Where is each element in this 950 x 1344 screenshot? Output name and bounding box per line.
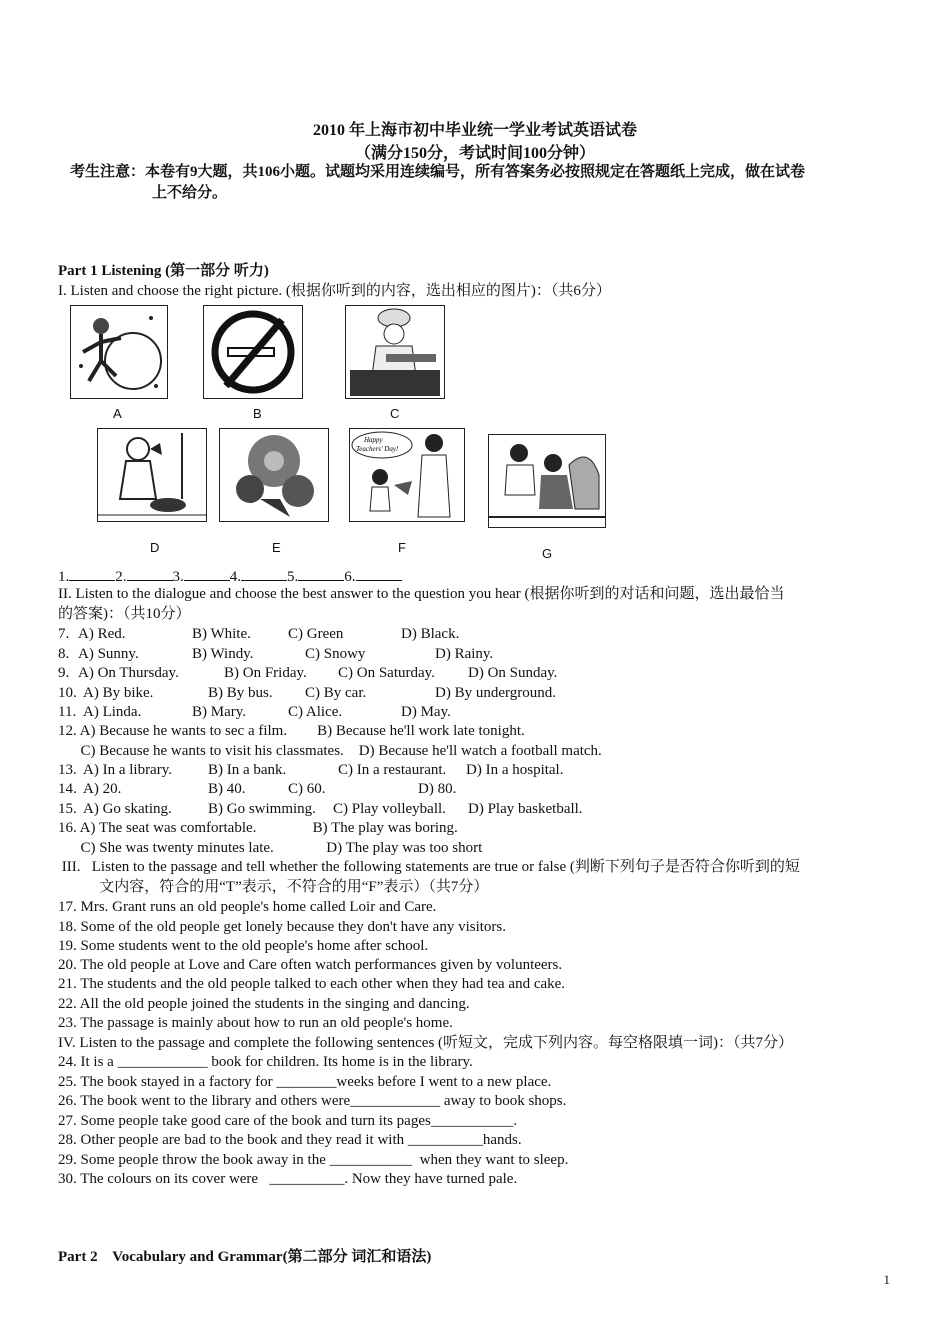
question-16-line1: 16. A) The seat was comfortable. B) The play was boring. (58, 820, 458, 836)
option-d: D) By underground. (435, 685, 556, 701)
svg-text:Teachers' Day!: Teachers' Day! (356, 445, 399, 453)
svg-text:Happy: Happy (364, 436, 383, 444)
fill-28: 28. Other people are bad to the book and they read it with __________hands. (58, 1132, 522, 1148)
question-number: 14. (58, 781, 77, 797)
picture-d-label: D (150, 540, 160, 555)
option-d: D) 80. (418, 781, 457, 797)
question-12-line1: 12. A) Because he wants to sec a film. B) Because he'll work late tonight. (58, 723, 525, 739)
picture-c-baker (345, 305, 445, 399)
question-number: 11. (58, 704, 77, 720)
beach-icon (489, 435, 605, 527)
statement-21: 21. The students and the old people talked to each other when they had tea and cake. (58, 976, 566, 992)
picture-b-label: B (253, 406, 262, 421)
blank-label-1: 1. (58, 569, 70, 585)
option-a: A) By bike. (83, 685, 154, 701)
blank-label-3: 3. (172, 569, 184, 585)
picture-a-label: A (113, 406, 122, 421)
statement-18: 18. Some of the old people get lonely because they don't have any visitors. (58, 919, 507, 935)
option-b: B) By bus. (208, 685, 273, 701)
picture-c-label: C (390, 406, 400, 421)
option-a: A) In a library. (83, 762, 172, 778)
option-b: B) White. (192, 626, 251, 642)
baker-icon (346, 306, 444, 398)
part2-heading: Part 2 Vocabulary and Grammar(第二部分 词汇和语法) (58, 1249, 432, 1265)
statement-17: 17. Mrs. Grant runs an old people's home called Loir and Care. (58, 899, 437, 915)
picture-e-label: E (272, 540, 281, 555)
section1-title: I. Listen and choose the right picture. (根据你听到的内容，选出相应的图片)：（共6分） (58, 283, 611, 299)
option-b: B) Windy. (192, 646, 254, 662)
option-d: D) Black. (401, 626, 460, 642)
option-a: A) Go skating. (83, 801, 172, 817)
part1-heading: Part 1 Listening (第一部分 听力) (58, 263, 269, 279)
option-c: C) Green (288, 626, 344, 642)
question-number: 8. (58, 646, 70, 662)
statement-22: 22. All the old people joined the students in the singing and dancing. (58, 996, 470, 1012)
statement-23: 23. The passage is mainly about how to run an old people's home. (58, 1015, 453, 1031)
option-c: C) In a restaurant. (338, 762, 447, 778)
answer-blank-2[interactable] (127, 566, 173, 581)
phone-call-icon (98, 429, 206, 521)
page-number: 1 (883, 1272, 890, 1287)
fill-27: 27. Some people take good care of the book and turn its pages___________. (58, 1113, 518, 1129)
statement-19: 19. Some students went to the old people's home after school. (58, 938, 429, 954)
picture-d-phone-call (97, 428, 207, 522)
answer-blank-5[interactable] (298, 566, 344, 581)
fill-26: 26. The book went to the library and others were____________ away to book shops. (58, 1093, 567, 1109)
no-smoking-icon (204, 306, 302, 398)
picture-g-beach (488, 434, 606, 528)
question-number: 15. (58, 801, 77, 817)
picture-a-skater (70, 305, 168, 399)
picture-f-label: F (398, 540, 406, 555)
notice-line-2: 上不给分。 (152, 185, 228, 201)
option-c: C) On Saturday. (338, 665, 435, 681)
answer-blank-3[interactable] (184, 566, 230, 581)
picture-b-no-smoking (203, 305, 303, 399)
fill-25: 25. The book stayed in a factory for ________weeks before I went to a new place. (58, 1074, 552, 1090)
option-b: B) Mary. (192, 704, 247, 720)
answer-blank-4[interactable] (241, 566, 287, 581)
option-b: B) Go swimming. (208, 801, 316, 817)
option-b: B) In a bank. (208, 762, 287, 778)
option-c: C) By car. (305, 685, 367, 701)
blank-label-6: 6. (344, 569, 356, 585)
option-a: A) Red. (78, 626, 126, 642)
statement-20: 20. The old people at Love and Care often watch performances given by volunteers. (58, 957, 563, 973)
question-number: 13. (58, 762, 77, 778)
picture-g-label: G (542, 546, 553, 561)
option-d: D) In a hospital. (466, 762, 564, 778)
section2-title-line1: II. Listen to the dialogue and choose the best answer to the question you hear (根据你听到的对话和问题，选出最恰当 (58, 586, 785, 602)
exam-title: 2010 年上海市初中毕业统一学业考试英语试卷 (312, 122, 637, 139)
answer-blank-6[interactable] (356, 566, 402, 581)
blank-label-2: 2. (115, 569, 127, 585)
question-16-line2: C) She was twenty minutes late. D) The play was too short (58, 840, 483, 856)
blank-label-4: 4. (229, 569, 241, 585)
notice-line-1: 考生注意：本卷有9大题，共106小题。试题均采用连续编号，所有答案务必按照规定在答题纸上完成，做在试卷 (70, 164, 806, 180)
option-a: A) On Thursday. (78, 665, 179, 681)
question-number: 9. (58, 665, 70, 681)
answer-blanks-row (58, 566, 402, 587)
section4-title: IV. Listen to the passage and complete the following sentences (听短文，完成下列内容。每空格限填一词)：（共7分） (58, 1035, 794, 1051)
option-d: D) On Sunday. (468, 665, 558, 681)
teachers-day-icon (350, 429, 464, 521)
section3-title-line2: 文内容，符合的用“T”表示，不符合的用“F”表示）（共7分） (58, 879, 489, 895)
fill-29: 29. Some people throw the book away in the ___________ when they want to sleep. (58, 1152, 569, 1168)
option-d: D) Rainy. (435, 646, 494, 662)
option-c: C) Play volleyball. (333, 801, 446, 817)
option-c: C) 60. (288, 781, 326, 797)
blank-label-5: 5. (287, 569, 299, 585)
option-c: C) Snowy (305, 646, 366, 662)
question-number: 7. (58, 626, 70, 642)
skater-icon (71, 306, 167, 398)
picture-f-teachers-day (349, 428, 465, 522)
option-c: C) Alice. (288, 704, 343, 720)
fill-24: 24. It is a ____________ book for children. Its home is in the library. (58, 1054, 473, 1070)
section3-title-line1: III. Listen to the passage and tell whether the following statements are true or false (判断下列句子是否符合你听到的短 (58, 859, 800, 875)
option-b: B) 40. (208, 781, 246, 797)
picture-e-vegetables (219, 428, 329, 522)
exam-subtitle: （满分150分，考试时间100分钟） (354, 145, 595, 162)
answer-blank-1[interactable] (69, 566, 115, 581)
section2-title-line2: 的答案)：（共10分） (58, 606, 191, 622)
option-d: D) May. (401, 704, 451, 720)
question-12-line2: C) Because he wants to visit his classmates. D) Because he'll watch a football match. (58, 743, 602, 759)
option-a: A) Sunny. (78, 646, 139, 662)
option-b: B) On Friday. (224, 665, 307, 681)
option-d: D) Play basketball. (468, 801, 583, 817)
option-a: A) Linda. (83, 704, 142, 720)
question-number: 10. (58, 685, 77, 701)
vegetables-icon (220, 429, 328, 521)
fill-30: 30. The colours on its cover were __________. Now they have turned pale. (58, 1171, 518, 1187)
option-a: A) 20. (83, 781, 122, 797)
